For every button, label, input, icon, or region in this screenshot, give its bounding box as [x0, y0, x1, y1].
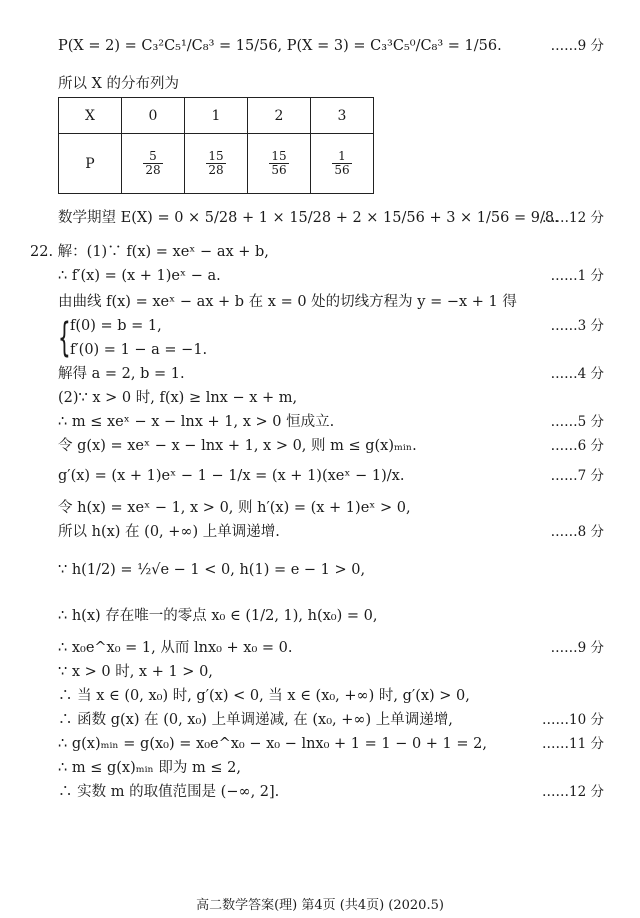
- line-text: f(0) = b = 1,: [70, 318, 162, 334]
- answer-line: [0, 206, 640, 230]
- answer-line: [0, 558, 640, 582]
- score-marker: ……1 分: [550, 268, 604, 284]
- line-text: ∴ 实数 m 的取值范围是 (−∞, 2].: [58, 784, 280, 800]
- score-marker: ……3 分: [550, 318, 604, 334]
- line-text: (2)∵ x > 0 时, f(x) ≥ lnx − x + m,: [58, 390, 298, 406]
- answer-line: [0, 362, 640, 386]
- answer-line: [0, 520, 640, 544]
- score-marker: ……11 分: [542, 736, 604, 752]
- score-marker: ……4 分: [550, 366, 604, 382]
- answer-line: [0, 314, 640, 338]
- answer-line: [0, 34, 640, 58]
- answer-line: [0, 338, 640, 362]
- line-text: 所以 X 的分布列为: [58, 76, 180, 92]
- score-marker: ……9 分: [550, 38, 604, 54]
- page-footer: 高二数学答案(理) 第4页 (共4页) (2020.5): [196, 898, 444, 913]
- table-cell: $\frac{15}{28}$: [185, 134, 248, 194]
- line-text: ∵ h(1/2) = ½√e − 1 < 0, h(1) = e − 1 > 0,: [58, 562, 366, 578]
- answer-line: [0, 434, 640, 458]
- answer-line: [0, 72, 640, 96]
- line-text: ∴ 当 x ∈ (0, x₀) 时, g′(x) < 0, 当 x ∈ (x₀, +∞) 时, g′(x) > 0,: [58, 688, 470, 704]
- table-row-p: [59, 134, 374, 194]
- answer-line: [0, 636, 640, 660]
- answer-line: [0, 732, 640, 756]
- table-row-x: [59, 98, 374, 134]
- answer-line: [0, 604, 640, 628]
- score-marker: ……8 分: [550, 524, 604, 540]
- score-marker: ……12 分: [542, 784, 604, 800]
- line-text: ∴ 函数 g(x) 在 (0, x₀) 上单调递减, 在 (x₀, +∞) 上单调递增,: [58, 712, 453, 728]
- table-cell: $\frac{15}{56}$: [248, 134, 311, 194]
- line-text: ∴ x₀e^x₀ = 1, 从而 lnx₀ + x₀ = 0.: [58, 640, 293, 656]
- line-text: 数学期望 E(X) = 0 × 5/28 + 1 × 15/28 + 2 × 15/56 + 3 × 1/56 = 9/8.: [58, 210, 559, 226]
- answer-line: [0, 496, 640, 520]
- answer-line: [0, 410, 640, 434]
- answer-line: [0, 264, 640, 288]
- table-cell: 1: [185, 98, 248, 134]
- answer-line: [0, 756, 640, 780]
- table-cell: P: [59, 134, 122, 194]
- line-text: g′(x) = (x + 1)eˣ − 1 − 1/x = (x + 1)(xeˣ − 1)/x.: [58, 468, 405, 484]
- line-text: 解得 a = 2, b = 1.: [58, 366, 185, 382]
- line-text: ∴ h(x) 存在唯一的零点 x₀ ∈ (1/2, 1), h(x₀) = 0,: [58, 608, 378, 624]
- answer-line: [0, 290, 640, 314]
- score-marker: ……12 分: [542, 210, 604, 226]
- table-cell: 3: [311, 98, 374, 134]
- line-text: 22. 解：(1)∵ f(x) = xeˣ − ax + b,: [30, 244, 269, 260]
- table-cell: $\frac{1}{56}$: [311, 134, 374, 194]
- line-text: ∴ m ≤ g(x)ₘᵢₙ 即为 m ≤ 2,: [58, 760, 241, 776]
- line-text: ∴ f′(x) = (x + 1)eˣ − a.: [58, 268, 221, 284]
- table-cell: $\frac{5}{28}$: [122, 134, 185, 194]
- distribution-table: [58, 97, 374, 194]
- answer-line: [0, 660, 640, 684]
- line-text: 令 g(x) = xeˣ − x − lnx + 1, x > 0, 则 m ≤ g(x)ₘᵢₙ.: [58, 438, 417, 454]
- score-marker: ……5 分: [550, 414, 604, 430]
- line-text: P(X = 2) = C₃²C₅¹/C₈³ = 15/56, P(X = 3) = C₃³C₅⁰/C₈³ = 1/56.: [58, 38, 502, 54]
- score-marker: ……6 分: [550, 438, 604, 454]
- answer-line: [0, 708, 640, 732]
- answer-line: [0, 386, 640, 410]
- score-marker: ……10 分: [542, 712, 604, 728]
- line-text: 由曲线 f(x) = xeˣ − ax + b 在 x = 0 处的切线方程为 y = −x + 1 得: [58, 294, 517, 310]
- score-marker: ……9 分: [550, 640, 604, 656]
- table-cell: 0: [122, 98, 185, 134]
- line-text: ∴ g(x)ₘᵢₙ = g(x₀) = x₀e^x₀ − x₀ − lnx₀ + 1 = 1 − 0 + 1 = 2,: [58, 736, 487, 752]
- table-cell: X: [59, 98, 122, 134]
- answer-line: [0, 684, 640, 708]
- score-marker: ……7 分: [550, 468, 604, 484]
- line-text: 令 h(x) = xeˣ − 1, x > 0, 则 h′(x) = (x + 1)eˣ > 0,: [58, 500, 411, 516]
- answer-line: [0, 464, 640, 488]
- answer-line: [0, 240, 640, 264]
- line-text: ∴ m ≤ xeˣ − x − lnx + 1, x > 0 恒成立.: [58, 414, 335, 430]
- line-text: f′(0) = 1 − a = −1.: [70, 342, 208, 358]
- table-cell: 2: [248, 98, 311, 134]
- line-text: 所以 h(x) 在 (0, +∞) 上单调递增.: [58, 524, 280, 540]
- line-text: ∵ x > 0 时, x + 1 > 0,: [58, 664, 213, 680]
- answer-line: [0, 780, 640, 804]
- system-brace: {: [58, 315, 71, 361]
